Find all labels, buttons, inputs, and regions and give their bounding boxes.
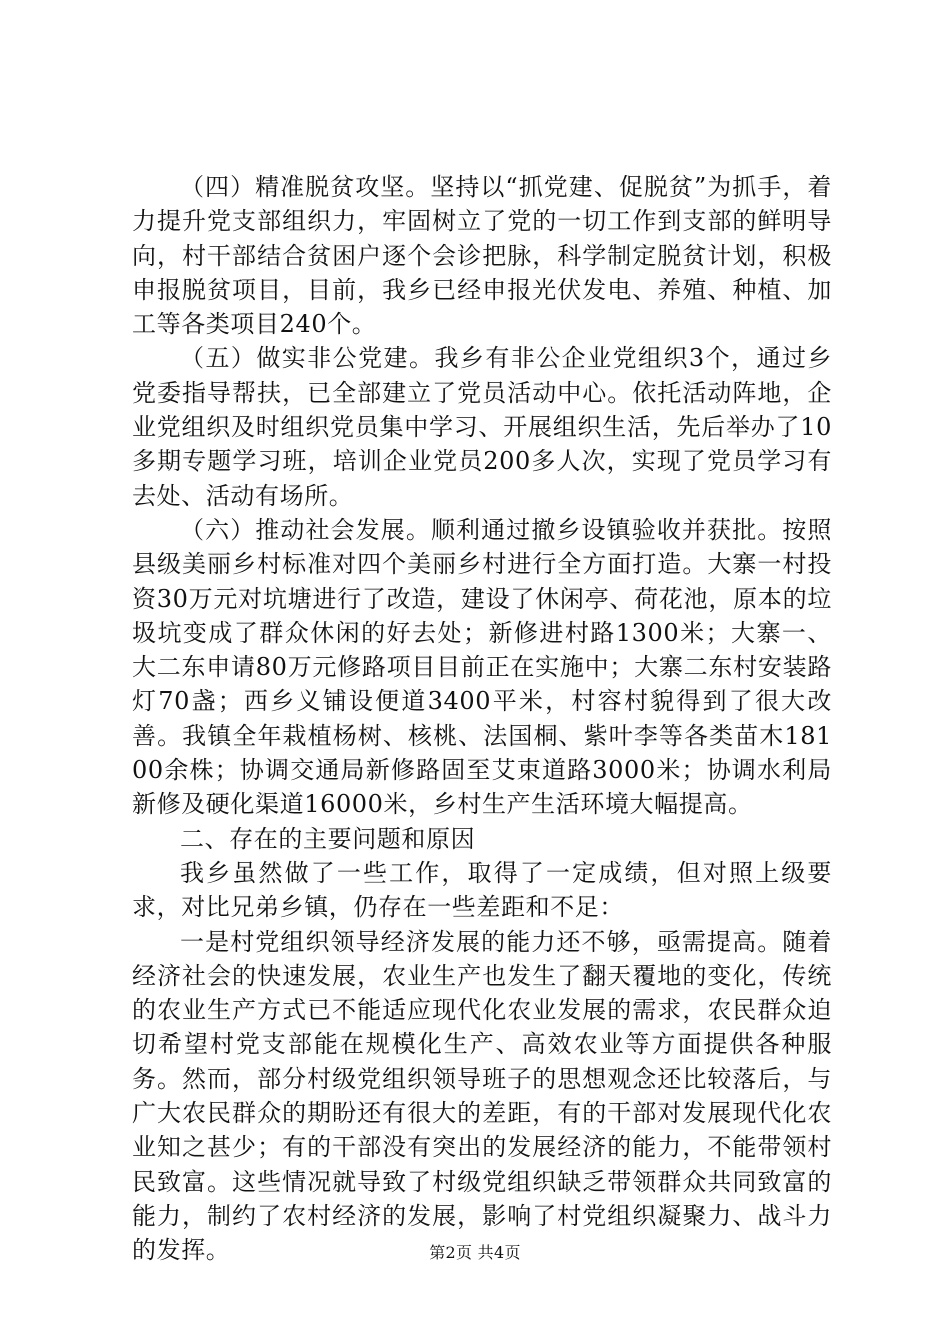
page-footer: 第2页 共4页	[429, 1243, 521, 1262]
paragraph-non-public-party-building: （五）做实非公党建。我乡有非公企业党组织3个，通过乡党委指导帮扶，已全部建立了党员活动中心。依托活动阵地，企业党组织及时组织党员集中学习、开展组织生活，先后举办了10多期专题学习班，培训企业党员200多人次，实现了党员学习有去处、活动有场所。	[132, 344, 832, 510]
paragraph-poverty-alleviation: （四）精准脱贫攻坚。坚持以“抓党建、促脱贫”为抓手，着力提升党支部组织力，牢固树立了党的一切工作到支部的鲜明导向，村干部结合贫困户逐个会诊把脉，科学制定脱贫计划，积极申报脱贫项目，目前，我乡已经申报光伏发电、养殖、种植、加工等各类项目240个。	[132, 173, 832, 339]
section-heading-problems: 二、存在的主要问题和原因	[180, 824, 476, 853]
paragraph-problem-one: 一是村党组织领导经济发展的能力还不够，亟需提高。随着经济社会的快速发展，农业生产也发生了翻天覆地的变化，传统的农业生产方式已不能适应现代化农业发展的需求，农民群众迫切希望村党支部能在规模化生产、高效农业等方面提供各种服务。然而，部分村级党组织领导班子的思想观念还比较落后，与广大农民群众的期盼还有很大的差距，有的干部对发展现代化农业知之甚少；有的干部没有突出的发展经济的能力，不能带领村民致富。这些情况就导致了村级党组织缺乏带领群众共同致富的能力，制约了农村经济的发展，影响了村党组织凝聚力、战斗力的发挥。	[132, 927, 832, 1265]
document-body	[132, 170, 832, 1268]
paragraph-social-development: （六）推动社会发展。顺利通过撤乡设镇验收并获批。按照县级美丽乡村标准对四个美丽乡村进行全方面打造。大寨一村投资30万元对坑塘进行了改造，建设了休闲亭、荷花池，原本的垃圾坑变成了群众休闲的好去处；新修进村路1300米；大寨一、大二东申请80万元修路项目目前正在实施中；大寨二东村安装路灯70盏；西乡义铺设便道3400平米，村容村貌得到了很大改善。我镇全年栽植杨树、核桃、法国桐、紫叶李等各类苗木18100余株；协调交通局新修路固至艾束道路3000米；协调水利局新修及硬化渠道16000米，乡村生产生活环境大幅提高。	[132, 515, 832, 819]
paragraph-gaps-intro: 我乡虽然做了一些工作，取得了一定成绩，但对照上级要求，对比兄弟乡镇，仍存在一些差距和不足：	[132, 858, 832, 922]
